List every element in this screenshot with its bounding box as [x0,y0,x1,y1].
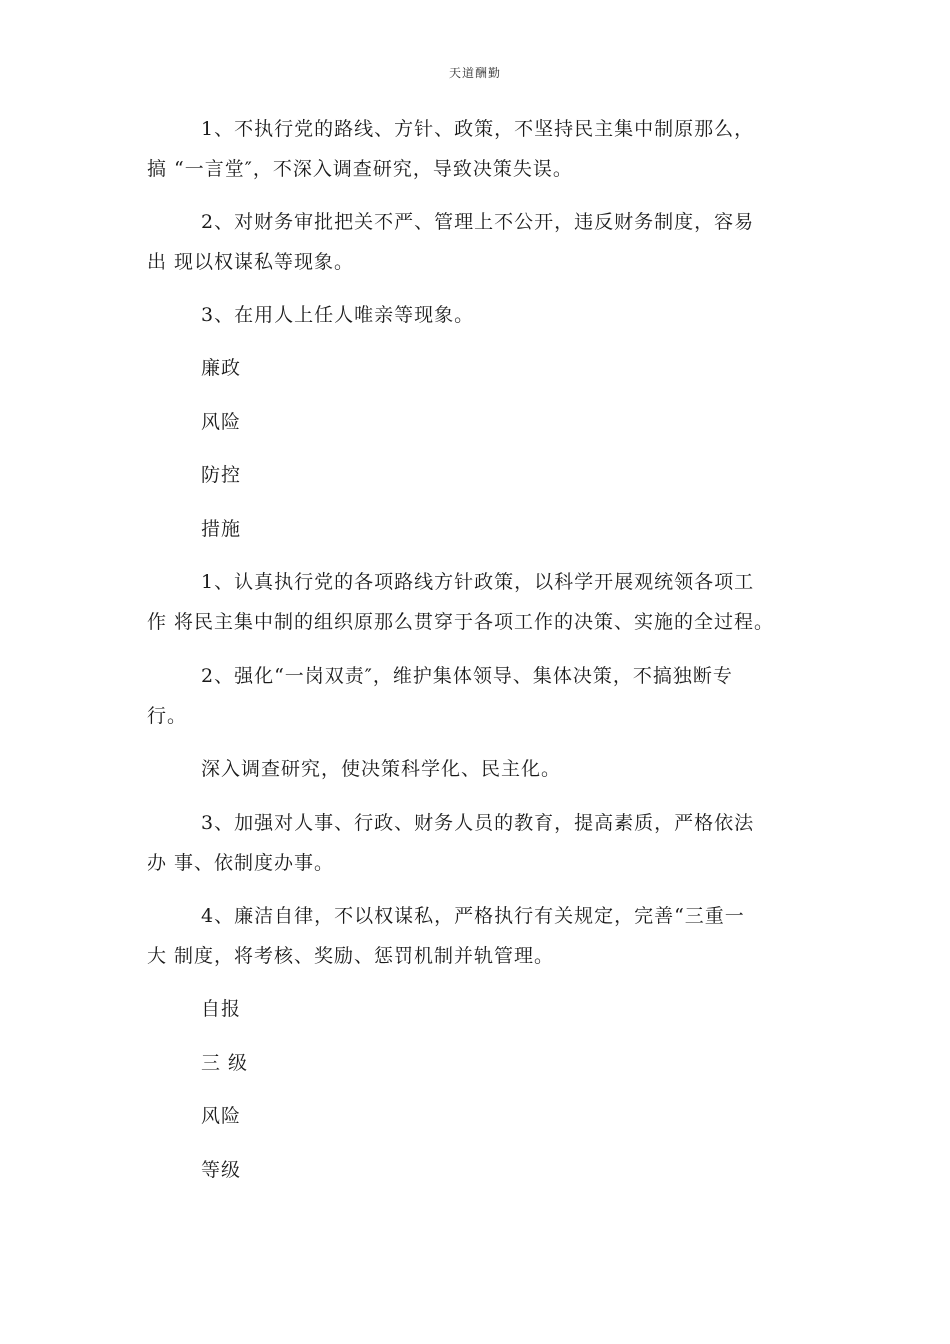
paragraph-measure-2b: 深入调查研究，使决策科学化、民主化。 [201,758,562,780]
paragraph-measure-2-line1: 2、强化“一岗双责″，维护集体领导、集体决策，不搞独断专 [201,665,733,687]
paragraph-measure-3-line1: 3、加强对人事、行政、财务人员的教育，提高素质，严格依法 [201,812,755,834]
heading-word-2: 风险 [201,411,242,433]
paragraph-measure-2-line2: 行。 [147,705,188,727]
paragraph-risk-1-line2: 搞 “一言堂″，不深入调查研究，导致决策失误。 [147,158,573,180]
paragraph-risk-3: 3、在用人上任人唯亲等现象。 [201,304,475,326]
paragraph-measure-3-line2: 办 事、依制度办事。 [147,852,335,874]
heading-word-1: 廉政 [201,357,242,379]
paragraph-measure-1-line1: 1、认真执行党的各项路线方针政策，以科学开展观统领各项工 [201,571,755,593]
table-word-4: 等级 [201,1159,242,1181]
heading-word-3: 防控 [201,464,242,486]
table-word-2: 三 级 [201,1052,249,1074]
page-header: 天道酬勤 [448,66,501,80]
table-word-1: 自报 [201,998,242,1020]
paragraph-risk-2-line2: 出 现以权谋私等现象。 [147,251,355,273]
paragraph-measure-1-line2: 作 将民主集中制的组织原那么贯穿于各项工作的决策、实施的全过程。 [147,611,775,633]
paragraph-measure-4-line1: 4、廉洁自律，不以权谋私，严格执行有关规定，完善“三重一 [201,905,745,927]
table-word-3: 风险 [201,1105,242,1127]
paragraph-measure-4-line2: 大 制度，将考核、奖励、惩罚机制并轨管理。 [147,945,555,967]
heading-word-4: 措施 [201,518,242,540]
paragraph-risk-1-line1: 1、不执行党的路线、方针、政策，不坚持民主集中制原那么， [201,118,755,140]
paragraph-risk-2-line1: 2、对财务审批把关不严、管理上不公开，违反财务制度，容易 [201,211,755,233]
